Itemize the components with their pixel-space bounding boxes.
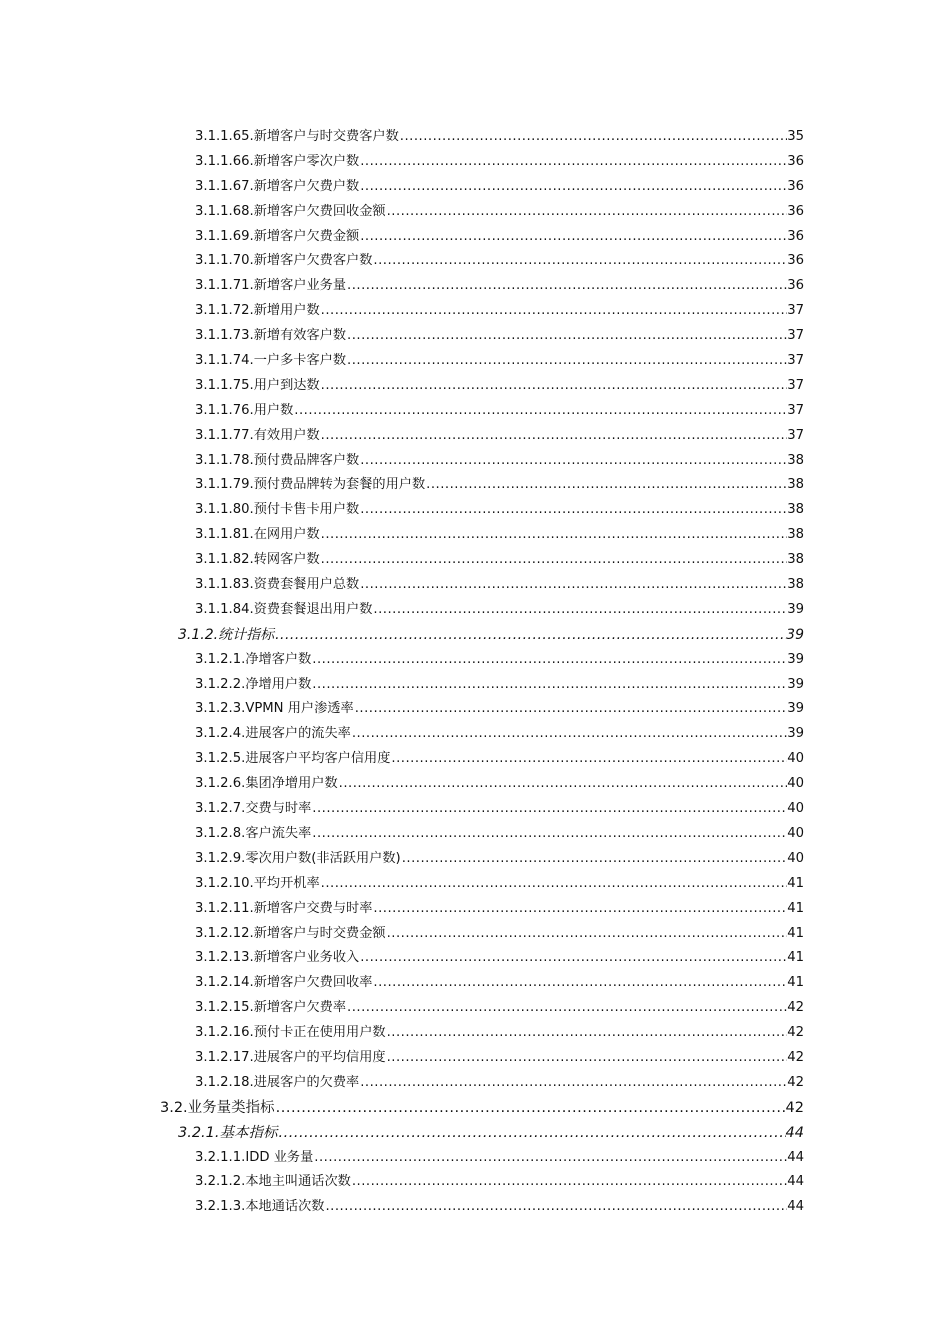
toc-entry-page: 41 <box>787 950 804 966</box>
toc-entry[interactable] <box>0 971 804 996</box>
toc-entry-page: 36 <box>787 278 804 294</box>
toc-entry-page: 42 <box>785 1099 804 1116</box>
toc-entry-title: 3.2.1.3.本地通话次数 <box>195 1199 325 1215</box>
toc-entry-title: 3.1.2.13.新增客户业务收入 <box>195 950 360 966</box>
toc-entry-title: 3.1.2.18.进展客户的欠费率 <box>195 1074 360 1090</box>
toc-entry-page: 42 <box>787 1025 804 1041</box>
toc-entry[interactable] <box>0 200 804 225</box>
toc-entry[interactable] <box>0 498 804 523</box>
toc-entry-title: 3.1.1.84.资费套餐退出用户数 <box>195 601 373 617</box>
toc-entry[interactable] <box>0 922 804 947</box>
toc-entry-page: 41 <box>787 900 804 916</box>
toc-entry-title: 3.1.2.14.新增客户欠费回收率 <box>195 975 373 991</box>
toc-leader-dots <box>346 349 787 374</box>
toc-entry-title: 3.1.1.70.新增客户欠费客户数 <box>195 253 373 269</box>
toc-entry[interactable] <box>0 623 804 648</box>
toc-leader-dots <box>359 175 787 200</box>
toc-entry-page: 37 <box>787 303 804 319</box>
toc-entry[interactable] <box>0 473 804 498</box>
toc-leader-dots <box>346 324 787 349</box>
toc-leader-dots <box>313 1146 787 1171</box>
toc-entry-title: 3.1.1.71.新增客户业务量 <box>195 278 347 294</box>
toc-leader-dots <box>320 424 788 449</box>
toc-entry-page: 38 <box>787 552 804 568</box>
toc-entry-title: 3.2.1.基本指标 <box>178 1124 278 1141</box>
toc-entry[interactable] <box>0 374 804 399</box>
toc-entry-title: 3.1.1.74.一户多卡客户数 <box>195 353 347 369</box>
toc-leader-dots <box>386 1046 788 1071</box>
toc-leader-dots <box>351 722 787 747</box>
toc-entry-page: 37 <box>787 377 804 393</box>
toc-entry[interactable] <box>0 598 804 623</box>
toc-entry-page: 38 <box>787 452 804 468</box>
toc-leader-dots <box>311 648 787 673</box>
toc-leader-dots <box>425 473 787 498</box>
toc-leader-dots <box>399 125 787 150</box>
toc-entry[interactable] <box>0 946 804 971</box>
toc-entry-page: 39 <box>787 651 804 667</box>
toc-leader-dots <box>372 249 787 274</box>
toc-entry-page: 39 <box>787 701 804 717</box>
toc-leader-dots <box>359 449 787 474</box>
toc-entry-title: 3.1.1.67.新增客户欠费户数 <box>195 178 360 194</box>
toc-entry[interactable] <box>0 673 804 698</box>
toc-entry-page: 42 <box>787 1000 804 1016</box>
toc-leader-dots <box>346 274 787 299</box>
toc-entry-page: 42 <box>787 1049 804 1065</box>
toc-entry-page: 40 <box>787 825 804 841</box>
toc-entry[interactable] <box>0 299 804 324</box>
toc-leader-dots <box>372 598 787 623</box>
toc-leader-dots <box>274 623 786 648</box>
toc-entry-title: 3.1.2.统计指标 <box>178 626 275 643</box>
toc-entry[interactable] <box>0 349 804 374</box>
toc-entry-page: 36 <box>787 253 804 269</box>
toc-entry-title: 3.1.1.73.新增有效客户数 <box>195 328 347 344</box>
toc-leader-dots <box>359 225 787 250</box>
toc-entry[interactable] <box>0 722 804 747</box>
toc-entry[interactable] <box>0 1021 804 1046</box>
toc-leader-dots <box>311 797 787 822</box>
toc-entry-page: 39 <box>786 626 804 643</box>
toc-leader-dots <box>320 548 788 573</box>
toc-entry-title: 3.1.1.79.预付费品牌转为套餐的用户数 <box>195 477 426 493</box>
toc-entry[interactable] <box>0 449 804 474</box>
toc-entry-page: 39 <box>787 601 804 617</box>
toc-entry-title: 3.1.2.1.净增客户数 <box>195 651 312 667</box>
toc-leader-dots <box>386 1021 788 1046</box>
toc-entry[interactable] <box>0 249 804 274</box>
toc-entry[interactable] <box>0 1146 804 1171</box>
toc-entry-page: 41 <box>787 875 804 891</box>
toc-entry-title: 3.1.1.69.新增客户欠费金额 <box>195 228 360 244</box>
toc-leader-dots <box>320 872 788 897</box>
toc-entry-title: 3.1.2.10.平均开机率 <box>195 875 320 891</box>
toc-leader-dots <box>293 399 787 424</box>
toc-entry-page: 40 <box>787 751 804 767</box>
toc-entry-title: 3.1.2.5.进展客户平均客户信用度 <box>195 751 391 767</box>
toc-entry-page: 36 <box>787 153 804 169</box>
toc-leader-dots <box>354 697 788 722</box>
toc-entry-page: 37 <box>787 402 804 418</box>
toc-entry[interactable] <box>0 847 804 872</box>
toc-leader-dots <box>346 996 787 1021</box>
toc-entry-title: 3.1.1.83.资费套餐用户总数 <box>195 577 360 593</box>
toc-entry-title: 3.1.2.4.进展客户的流失率 <box>195 726 351 742</box>
toc-entry-title: 3.2.1.2.本地主叫通话次数 <box>195 1174 351 1190</box>
toc-entry-title: 3.1.2.8.客户流失率 <box>195 825 312 841</box>
toc-entry[interactable] <box>0 996 804 1021</box>
toc-leader-dots <box>311 673 787 698</box>
toc-entry[interactable] <box>0 1195 804 1220</box>
toc-leader-dots <box>320 523 788 548</box>
toc-entry-page: 40 <box>787 801 804 817</box>
toc-entry-page: 36 <box>787 203 804 219</box>
toc-leader-dots <box>338 772 788 797</box>
toc-entry-page: 39 <box>787 726 804 742</box>
toc-entry-title: 3.1.2.15.新增客户欠费率 <box>195 1000 347 1016</box>
toc-entry[interactable] <box>0 424 804 449</box>
toc-leader-dots <box>320 374 788 399</box>
toc-leader-dots <box>359 946 787 971</box>
toc-leader-dots <box>278 1121 786 1146</box>
toc-entry-page: 40 <box>787 776 804 792</box>
toc-leader-dots <box>311 822 787 847</box>
toc-entry[interactable] <box>0 150 804 175</box>
toc-entry[interactable] <box>0 274 804 299</box>
toc-entry-title: 3.1.2.6.集团净增用户数 <box>195 776 338 792</box>
toc-leader-dots <box>372 971 787 996</box>
toc-entry-title: 3.2.1.1.IDD 业务量 <box>195 1149 314 1165</box>
toc-entry-title: 3.1.1.82.转网客户数 <box>195 552 320 568</box>
toc-entry-page: 39 <box>787 676 804 692</box>
toc-entry-title: 3.1.1.65.新增客户与时交费客户数 <box>195 129 399 144</box>
toc-entry-title: 3.1.1.72.新增用户数 <box>195 303 320 319</box>
toc-entry[interactable] <box>0 697 804 722</box>
table-of-contents <box>0 125 950 1220</box>
toc-entry-page: 37 <box>787 353 804 369</box>
toc-entry[interactable] <box>0 175 804 200</box>
toc-entry[interactable] <box>0 125 804 150</box>
toc-entry[interactable] <box>0 747 804 772</box>
toc-entry-title: 3.1.2.9.零次用户数(非活跃用户数) <box>195 850 401 866</box>
toc-entry[interactable] <box>0 225 804 250</box>
toc-entry[interactable] <box>0 1170 804 1195</box>
toc-entry-title: 3.1.1.66.新增客户零次户数 <box>195 153 360 169</box>
toc-entry-title: 3.1.1.77.有效用户数 <box>195 427 320 443</box>
toc-leader-dots <box>386 922 788 947</box>
toc-entry-title: 3.1.2.2.净增用户数 <box>195 676 312 692</box>
toc-entry-page: 42 <box>787 1074 804 1090</box>
toc-entry-page: 38 <box>787 577 804 593</box>
toc-entry-title: 3.2.业务量类指标 <box>160 1099 275 1116</box>
toc-leader-dots <box>359 1071 787 1096</box>
toc-leader-dots <box>275 1096 786 1121</box>
toc-entry[interactable] <box>0 772 804 797</box>
toc-entry[interactable] <box>0 872 804 897</box>
toc-entry[interactable] <box>0 399 804 424</box>
toc-entry-title: 3.1.2.3.VPMN 用户渗透率 <box>195 701 354 717</box>
toc-leader-dots <box>390 747 787 772</box>
toc-entry-page: 44 <box>787 1174 804 1190</box>
toc-entry-page: 44 <box>787 1149 804 1165</box>
toc-entry-title: 3.1.1.78.预付费品牌客户数 <box>195 452 360 468</box>
toc-leader-dots <box>324 1195 787 1220</box>
toc-entry-page: 41 <box>787 975 804 991</box>
toc-entry-title: 3.1.1.68.新增客户欠费回收金额 <box>195 203 386 219</box>
toc-entry[interactable] <box>0 548 804 573</box>
toc-entry-page: 37 <box>787 427 804 443</box>
toc-entry-page: 38 <box>787 527 804 543</box>
toc-entry-page: 44 <box>785 1124 804 1141</box>
toc-entry[interactable] <box>0 573 804 598</box>
toc-entry-page: 38 <box>787 502 804 518</box>
toc-leader-dots <box>320 299 788 324</box>
toc-entry-title: 3.1.1.76.用户数 <box>195 402 294 418</box>
toc-entry-page: 37 <box>787 328 804 344</box>
toc-entry[interactable] <box>0 1046 804 1071</box>
toc-entry-page: 44 <box>787 1199 804 1215</box>
toc-entry-title: 3.1.2.17.进展客户的平均信用度 <box>195 1049 386 1065</box>
toc-leader-dots <box>401 847 788 872</box>
toc-leader-dots <box>386 200 788 225</box>
toc-entry[interactable] <box>0 897 804 922</box>
toc-entry-title: 3.1.1.81.在网用户数 <box>195 527 320 543</box>
toc-entry[interactable] <box>0 822 804 847</box>
toc-entry-page: 35 <box>787 129 804 144</box>
toc-entry-title: 3.1.1.75.用户到达数 <box>195 377 320 393</box>
toc-entry[interactable] <box>0 1121 804 1146</box>
toc-leader-dots <box>372 897 787 922</box>
toc-entry-page: 40 <box>787 850 804 866</box>
toc-entry[interactable] <box>0 648 804 673</box>
toc-leader-dots <box>359 498 787 523</box>
toc-entry[interactable] <box>0 1096 804 1121</box>
toc-entry-page: 36 <box>787 228 804 244</box>
toc-leader-dots <box>359 573 787 598</box>
toc-entry-title: 3.1.2.7.交费与时率 <box>195 801 312 817</box>
toc-entry[interactable] <box>0 324 804 349</box>
toc-entry[interactable] <box>0 1071 804 1096</box>
toc-entry-title: 3.1.2.16.预付卡正在使用用户数 <box>195 1025 386 1041</box>
toc-entry-title: 3.1.2.12.新增客户与时交费金额 <box>195 925 386 941</box>
toc-entry[interactable] <box>0 797 804 822</box>
toc-entry[interactable] <box>0 523 804 548</box>
toc-entry-title: 3.1.1.80.预付卡售卡用户数 <box>195 502 360 518</box>
toc-entry-page: 36 <box>787 178 804 194</box>
toc-entry-page: 38 <box>787 477 804 493</box>
toc-entry-page: 41 <box>787 925 804 941</box>
toc-leader-dots <box>351 1170 787 1195</box>
toc-entry-title: 3.1.2.11.新增客户交费与时率 <box>195 900 373 916</box>
toc-leader-dots <box>359 150 787 175</box>
